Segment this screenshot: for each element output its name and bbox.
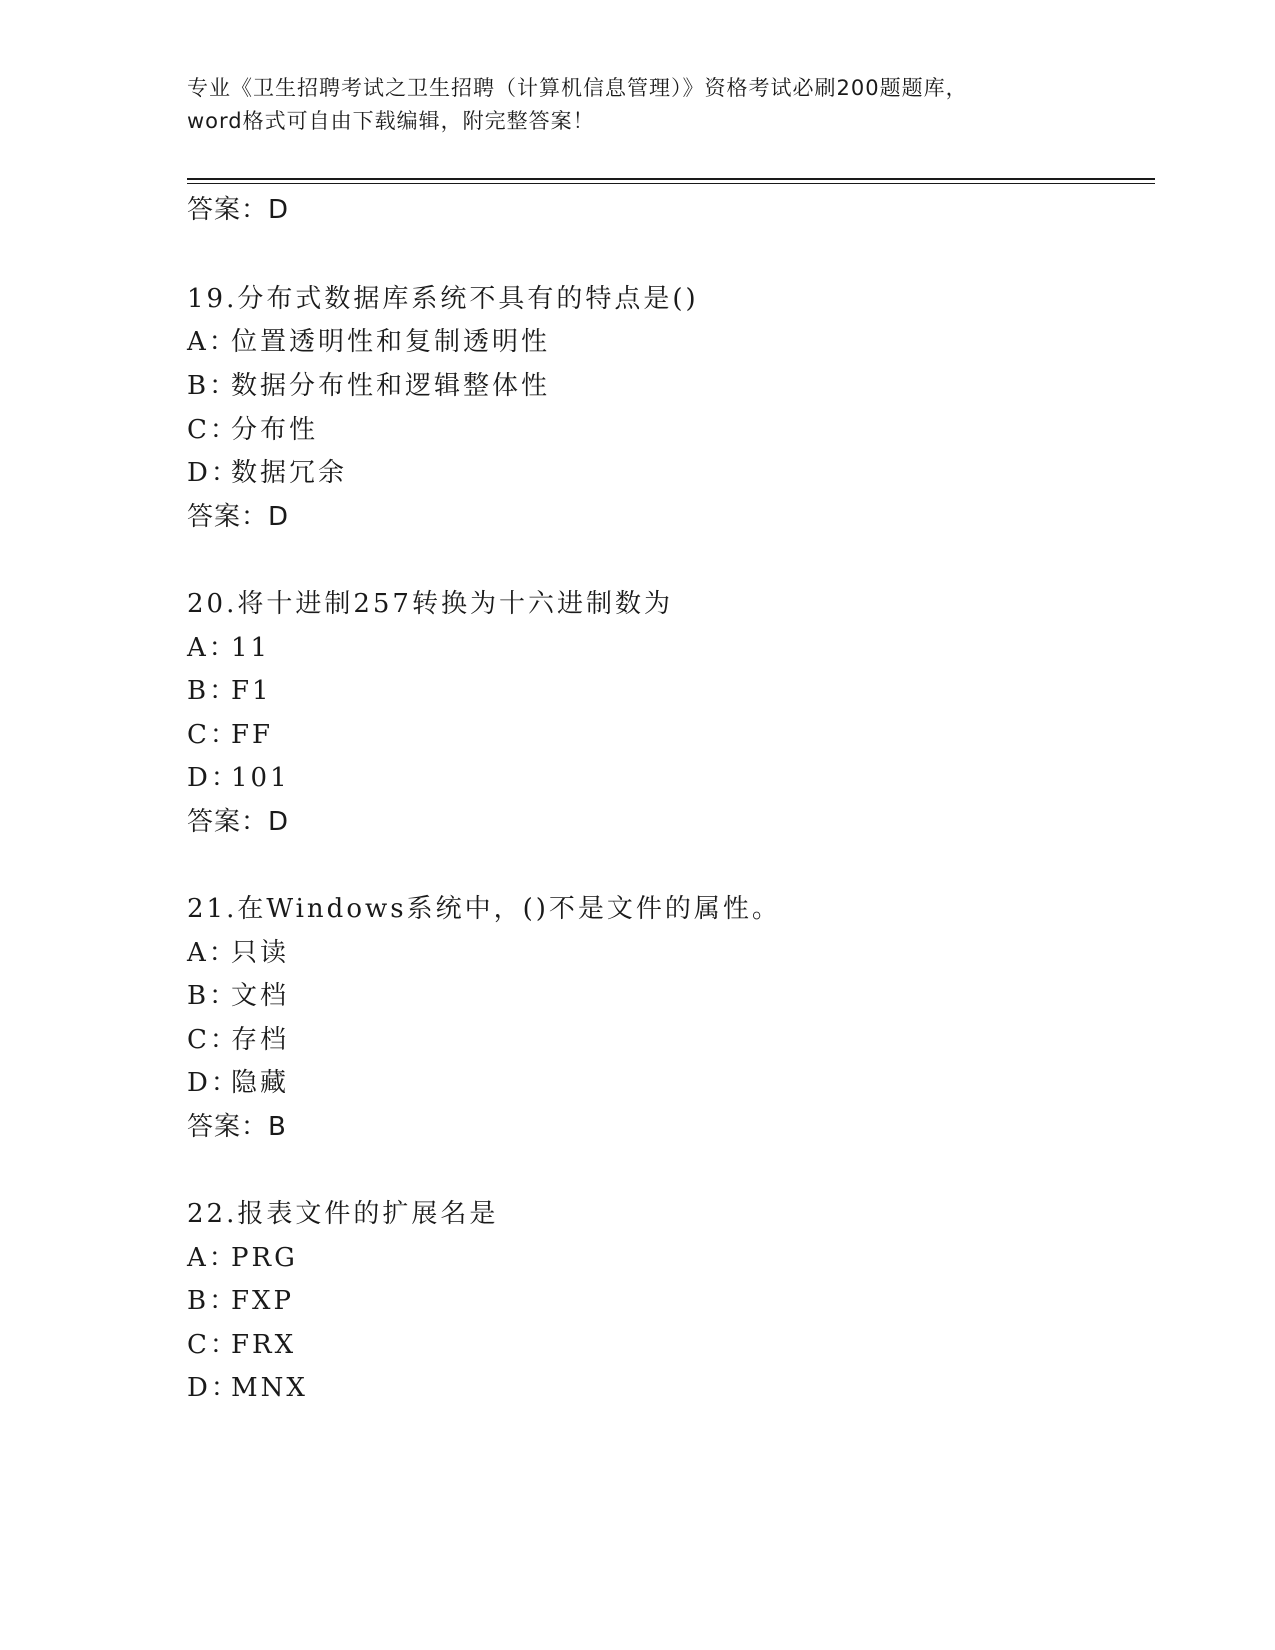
question-20-answer: 答案：D	[187, 807, 290, 837]
option-text: 101	[231, 763, 290, 793]
option-text: 文档	[231, 981, 290, 1011]
option-text: 11	[231, 633, 271, 663]
option-label: C：	[187, 720, 239, 750]
question-22-option-b	[187, 1284, 294, 1318]
option-text: 分布性	[231, 415, 319, 445]
question-22-option-d	[187, 1371, 308, 1405]
option-label: B：	[187, 676, 239, 706]
option-label: C：	[187, 1330, 239, 1360]
question-21-option-c	[187, 1023, 289, 1057]
option-label: C：	[187, 415, 239, 445]
option-text: 数据分布性和逻辑整体性	[231, 371, 551, 401]
header-rule-thin	[187, 183, 1155, 184]
question-21-option-a	[187, 936, 289, 970]
question-19-option-c	[187, 413, 318, 447]
option-text: FRX	[231, 1330, 297, 1360]
question-19-answer: 答案：D	[187, 502, 290, 532]
header-line-1: 专业《卫生招聘考试之卫生招聘（计算机信息管理）》资格考试必刷200题题库，	[187, 76, 968, 100]
header-line-2: word格式可自由下载编辑，附完整答案！	[187, 109, 595, 133]
option-text: FF	[231, 720, 274, 750]
question-20-stem: 20.将十进制257转换为十六进制数为	[187, 589, 673, 619]
option-label: B：	[187, 1286, 239, 1316]
answer-prev: 答案：D	[187, 195, 290, 225]
question-21-answer: 答案：B	[187, 1112, 287, 1142]
question-20-option-d	[187, 761, 290, 795]
question-22-option-a	[187, 1241, 298, 1275]
question-20-option-a	[187, 631, 270, 665]
option-text: F1	[231, 676, 272, 706]
question-19-option-a	[187, 325, 550, 359]
document-header	[187, 72, 1087, 138]
question-19-stem: 19.分布式数据库系统不具有的特点是()	[187, 284, 699, 314]
option-text: FXP	[231, 1286, 295, 1316]
option-label: D：	[187, 1373, 240, 1403]
question-22-stem: 22.报表文件的扩展名是	[187, 1199, 499, 1229]
option-label: D：	[187, 1068, 240, 1098]
option-label: A：	[187, 938, 238, 968]
header-rule-thick	[187, 178, 1155, 180]
option-label: C：	[187, 1025, 239, 1055]
option-label: B：	[187, 981, 239, 1011]
option-text: 位置透明性和复制透明性	[231, 327, 551, 357]
option-text: 数据冗余	[231, 458, 348, 488]
question-19-option-b	[187, 369, 550, 403]
option-label: D：	[187, 763, 240, 793]
question-20-option-c	[187, 718, 273, 752]
option-text: 存档	[231, 1025, 290, 1055]
question-21-stem: 21.在Windows系统中，()不是文件的属性。	[187, 894, 781, 924]
option-label: D：	[187, 458, 240, 488]
option-label: A：	[187, 327, 238, 357]
option-text: PRG	[231, 1243, 298, 1273]
question-22-option-c	[187, 1328, 296, 1362]
option-label: A：	[187, 1243, 238, 1273]
question-21-option-b	[187, 979, 289, 1013]
option-label: B：	[187, 371, 239, 401]
question-21-option-d	[187, 1066, 289, 1100]
option-text: 只读	[231, 938, 290, 968]
option-text: MNX	[231, 1373, 308, 1403]
question-20-option-b	[187, 674, 272, 708]
question-19-option-d	[187, 456, 347, 490]
option-label: A：	[187, 633, 238, 663]
option-text: 隐藏	[231, 1068, 290, 1098]
